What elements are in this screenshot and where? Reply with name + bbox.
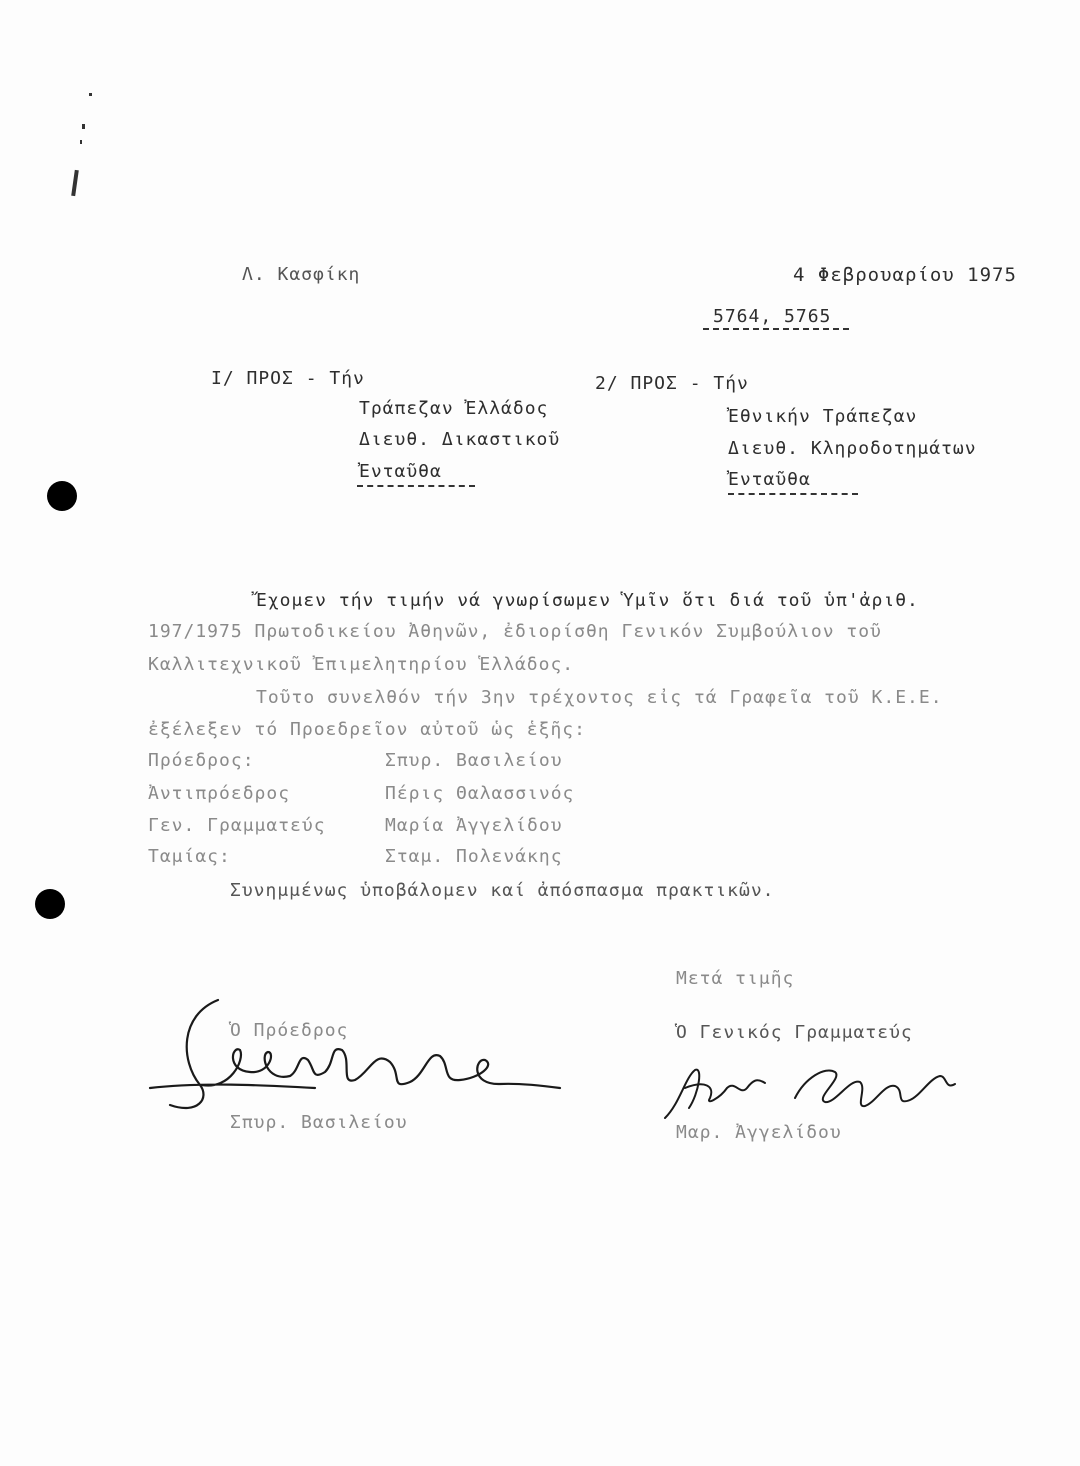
sender-initials: Λ. Κασφίκη [242,264,361,285]
margin-speck [82,124,85,129]
punch-hole-top [47,481,77,511]
recipient-1-line3: Ἐνταῦθα [359,461,442,482]
recipient-1-line2: Διευθ. Δικαστικοῦ [359,429,561,450]
right-signatory-title: Ὁ Γενικός Γραμματεύς [676,1022,913,1043]
right-handwritten-signature [655,1058,965,1128]
recipient-2-line2: Διευθ. Κληροδοτημάτων [728,438,977,459]
body-closing-line: Συνημμένως ὑποβάλομεν καί ἀπόσπασμα πρακτικῶν. [230,880,775,901]
closing-salutation: Μετά τιμῆς [676,968,795,989]
recipient-2-line3: Ἐνταῦθα [728,469,811,490]
recipient-2-underline [728,493,858,495]
letter-date: 4 Φεβρουαρίου 1975 [793,264,1017,286]
recipient-2-line1: Ἐθνικήν Τράπεζαν [728,406,918,427]
body-line-4: Τοῦτο συνελθόν τήν 3ην τρέχοντος εἰς τά Γραφεῖα τοῦ Κ.Ε.Ε. [256,687,943,708]
margin-speck [89,93,92,96]
officer-role-president: Πρόεδρος: [148,750,255,771]
officer-name-treasurer: Σταμ. Πολενάκης [385,846,563,867]
recipient-1-line1: Τράπεζαν Ἐλλάδος [359,398,549,419]
officer-name-vice-president: Πέρις Θαλασσινός [385,783,575,804]
recipient-1-heading: I/ ΠΡΟΣ - Τήν [211,368,365,389]
body-line-1: Ἔχομεν τήν τιμήν νά γνωρίσωμεν Ὑμῖν ὅτι διά τοῦ ὑπ'ἀριθ. [256,590,919,611]
reference-numbers: 5764, 5765 [713,306,832,327]
body-line-2: 197/1975 Πρωτοδικείου Ἀθηνῶν, ἐδιορίσθη Γενικόν Συμβούλιον τοῦ [148,621,882,642]
body-line-3: Καλλιτεχνικοῦ Ἐπιμελητηρίου Ἑλλάδος. [148,654,575,675]
margin-speck [80,140,82,144]
right-signatory-name: Μαρ. Ἀγγελίδου [676,1122,842,1143]
officer-role-vice-president: Ἀντιπρόεδρος [148,783,291,804]
officer-role-treasurer: Ταμίας: [148,846,231,867]
recipient-1-underline [357,485,475,487]
officer-name-general-secretary: Μαρία Ἀγγελίδου [385,815,563,836]
left-signatory-name: Σπυρ. Βασιλείου [230,1112,408,1133]
margin-speck [71,170,79,196]
officer-role-general-secretary: Γεν. Γραμματεύς [148,815,326,836]
punch-hole-bottom [35,889,65,919]
reference-underline [703,328,849,330]
left-signatory-title: Ὁ Πρόεδρος [230,1020,349,1041]
officer-name-president: Σπυρ. Βασιλείου [385,750,563,771]
recipient-2-heading: 2/ ΠΡΟΣ - Τήν [595,373,749,394]
body-line-5: ἐξέλεξεν τό Προεδρεῖον αὐτοῦ ὡς ἑξῆς: [148,719,586,740]
